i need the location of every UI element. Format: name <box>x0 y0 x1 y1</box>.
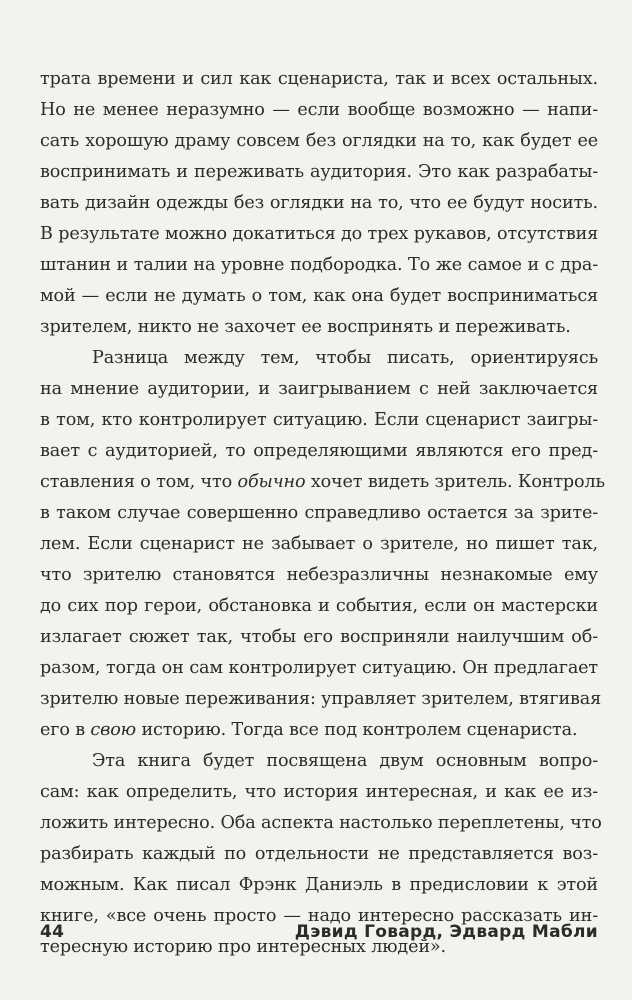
text-line: его в свою историю. Тогда все под контролем сценариста. <box>40 720 578 740</box>
text-line: Разница между тем, чтобы писать, ориентируясь <box>92 348 598 368</box>
text-line: ставления о том, что обычно хочет видеть зритель. Контроль <box>40 472 605 492</box>
text-line: В результате можно докатиться до трех рукавов, отсутствия <box>40 224 599 244</box>
text-line: на мнение аудитории, и заигрыванием с ней заключается <box>40 379 598 399</box>
page-body <box>40 64 605 963</box>
text-line: трата времени и сил как сценариста, так и всех остальных. <box>40 69 598 89</box>
paragraph-2 <box>40 343 605 746</box>
running-head-authors: Дэвид Говард, Эдвард Мабли <box>294 922 598 942</box>
text-line: в том, кто контролирует ситуацию. Если сценарист заигры- <box>40 410 598 430</box>
text-line: излагает сюжет так, чтобы его восприняли наилучшим об- <box>40 627 598 647</box>
text-line: лем. Если сценарист не забывает о зрителе, но пишет так, <box>40 534 598 554</box>
text-line: мой — если не думать о том, как она будет восприниматься <box>40 286 598 306</box>
text-line: до сих пор герои, обстановка и события, если он мастерски <box>40 596 598 616</box>
text-line: зрителю новые переживания: управляет зрителем, втягивая <box>40 689 602 709</box>
text-line: можным. Как писал Фрэнк Даниэль в предисловии к этой <box>40 875 598 895</box>
text-line: разбирать каждый по отдельности не представляется воз- <box>40 844 598 864</box>
text-line: тересную историю про интересных людей». <box>40 937 446 957</box>
text-line: зрителем, никто не захочет ее воспринять и переживать. <box>40 317 571 337</box>
text-line: что зрителю становятся небезразличны незнакомые ему <box>40 565 598 585</box>
text-line: сам: как определить, что история интересная, и как ее из- <box>40 782 598 802</box>
text-line: сать хорошую драму совсем без оглядки на то, как будет ее <box>40 131 598 151</box>
paragraph-1 <box>40 64 598 343</box>
page-number: 44 <box>40 922 65 942</box>
text-line: Эта книга будет посвящена двум основным вопро- <box>92 751 598 771</box>
text-line: книге, «все очень просто — надо интересно рассказать ин- <box>40 906 598 926</box>
text-line: вать дизайн одежды без оглядки на то, что ее будут носить. <box>40 193 598 213</box>
text-line: Но не менее неразумно — если вообще возможно — напи- <box>40 100 598 120</box>
text-line: разом, тогда он сам контролирует ситуацию. Он предлагает <box>40 658 598 678</box>
text-line: вает с аудиторией, то определяющими являются его пред- <box>40 441 598 461</box>
text-line: в таком случае совершенно справедливо остается за зрите- <box>40 503 598 523</box>
text-line: воспринимать и переживать аудитория. Это как разрабаты- <box>40 162 598 182</box>
text-line: штанин и талии на уровне подбородка. То же самое и с дра- <box>40 255 598 275</box>
page-footer <box>40 922 598 942</box>
text-line: ложить интересно. Оба аспекта настолько переплетены, что <box>40 813 602 833</box>
